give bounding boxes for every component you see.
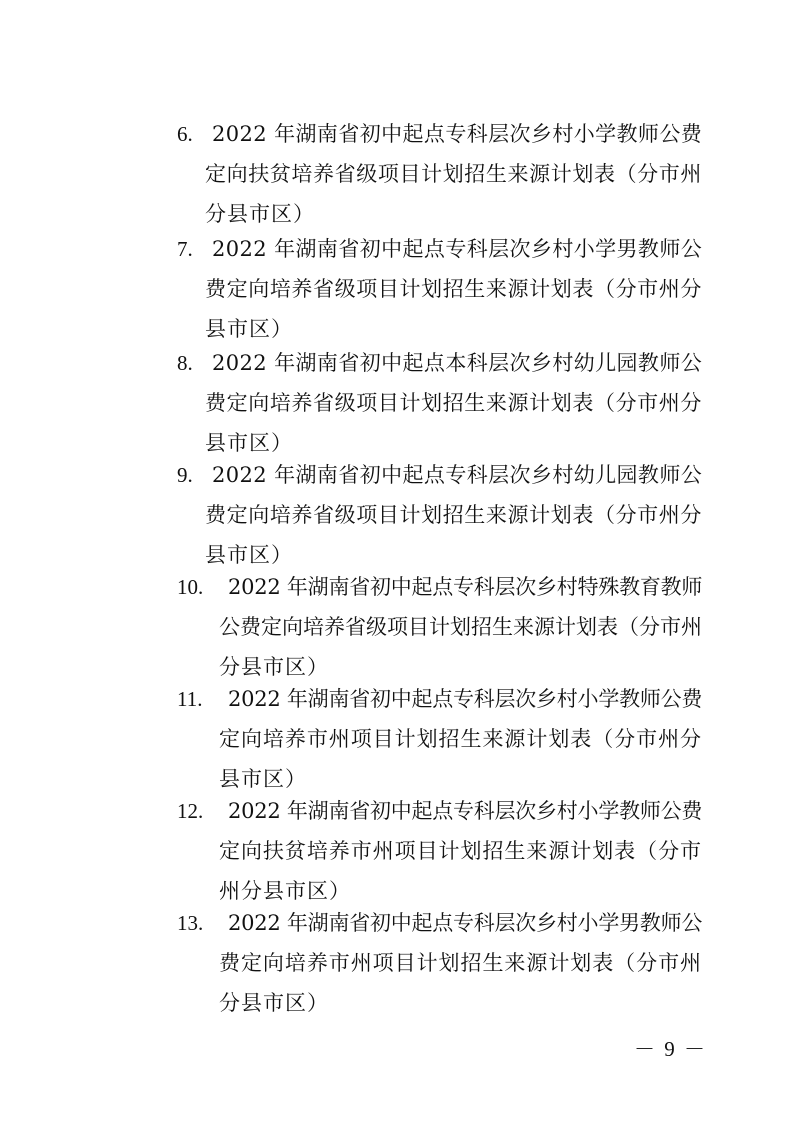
item-line: 2022 年湖南省初中起点专科层次乡村小学男教师公: [228, 911, 703, 935]
item-number: 11.: [177, 687, 203, 711]
item-line: 州分县市区）: [219, 879, 351, 903]
item-line: 费定向培养省级项目计划招生来源计划表（分市州分: [205, 277, 702, 301]
item-line: 县市区）: [205, 317, 293, 341]
item-line: 定向扶贫培养市州项目计划招生来源计划表（分市: [219, 839, 702, 863]
item-line: 2022 年湖南省初中起点专科层次乡村小学男教师公: [212, 237, 703, 261]
item-number: 12.: [177, 799, 204, 823]
item-line: 县市区）: [205, 431, 293, 455]
item-line: 县市区）: [219, 767, 307, 791]
item-line: 分县市区）: [219, 991, 329, 1015]
item-line: 分县市区）: [219, 655, 329, 679]
item-number: 13.: [177, 911, 204, 935]
item-line: 2022 年湖南省初中起点专科层次乡村小学教师公费: [228, 687, 703, 711]
item-number: 10.: [177, 575, 204, 599]
item-line: 2022 年湖南省初中起点专科层次乡村特殊教育教师: [228, 575, 703, 599]
item-line: 公费定向培养省级项目计划招生来源计划表（分市州: [219, 615, 702, 639]
page-number: － 9 －: [634, 1037, 707, 1061]
item-number: 8.: [177, 351, 193, 375]
item-line: 费定向培养省级项目计划招生来源计划表（分市州分: [205, 503, 702, 527]
item-line: 费定向培养省级项目计划招生来源计划表（分市州分: [205, 391, 702, 415]
item-number: 6.: [177, 122, 193, 146]
item-line: 2022 年湖南省初中起点专科层次乡村小学教师公费: [212, 122, 703, 146]
item-line: 费定向培养市州项目计划招生来源计划表（分市州: [219, 951, 702, 975]
item-line: 2022 年湖南省初中起点专科层次乡村幼儿园教师公: [212, 463, 703, 487]
item-number: 7.: [177, 237, 193, 261]
item-line: 定向扶贫培养省级项目计划招生来源计划表（分市州: [205, 162, 702, 186]
item-line: 分县市区）: [205, 202, 315, 226]
item-line: 2022 年湖南省初中起点专科层次乡村小学教师公费: [228, 799, 703, 823]
item-line: 定向培养市州项目计划招生来源计划表（分市州分: [219, 727, 702, 751]
item-line: 县市区）: [205, 543, 293, 567]
item-line: 2022 年湖南省初中起点本科层次乡村幼儿园教师公: [212, 351, 703, 375]
item-number: 9.: [177, 463, 193, 487]
